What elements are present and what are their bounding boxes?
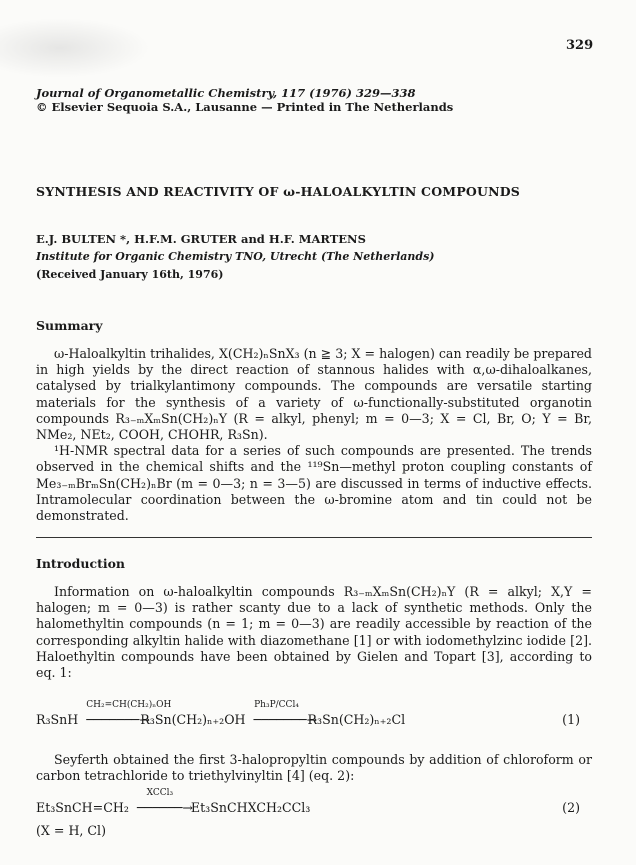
- equation-2-body: [36, 788, 311, 815]
- eq2-arrow: [136, 788, 193, 815]
- introduction-paragraph-1: [36, 584, 592, 681]
- journal-citation: Journal of Organometallic Chemistry, 117 (1976) 329—338: [36, 86, 416, 100]
- authors: E.J. BULTEN *, H.F.M. GRUTER and H.F. MARTENS: [36, 232, 366, 246]
- publisher-line: © Elsevier Sequoia S.A., Lausanne — Printed in The Netherlands: [36, 100, 454, 114]
- eq1-reactant: R₃SnH: [36, 712, 79, 727]
- affiliation: Institute for Organic Chemistry TNO, Utrecht (The Netherlands): [36, 250, 435, 263]
- introduction-heading: Introduction: [36, 556, 126, 571]
- arrow-icon: ───────→: [253, 712, 318, 727]
- eq2-reactant: Et₃SnCH=CH₂: [36, 800, 129, 815]
- summary-heading: Summary: [36, 318, 103, 333]
- arrow-icon: ───────→: [86, 712, 150, 727]
- equation-1-body: [36, 700, 406, 727]
- intro-text-2: Seyferth obtained the first 3-halopropyltin compounds by addition of chloroform or carbon tetrachloride to triethylvinyltin [4] (eq. 2):: [36, 752, 592, 784]
- eq1-intermediate: R₃Sn(CH₂)ₙ₊₂OH: [140, 712, 246, 727]
- equation-1: [36, 700, 592, 732]
- paper-title: SYNTHESIS AND REACTIVITY OF ω-HALOALKYLTIN COMPOUNDS: [36, 184, 521, 199]
- summary-paragraph-2: ¹H-NMR spectral data for a series of such compounds are presented. The trends observed in the chemical shifts and the ¹¹⁹Sn—methyl proton coupling constants of Me₃₋ₘBrₘSn(CH₂)ₙBr (m = 0—3; n = 3—5) are discussed in terms of inductive effects. Intramolecular coordination between the ω-bromine atom and tin could not be demonstrated.: [36, 443, 592, 524]
- intro-text-1: Information on ω-haloalkyltin compounds R₃₋ₘXₘSn(CH₂)ₙY (R = alkyl; X,Y = halogen; m = 0—3) is rather scanty due to a lack of synthetic methods. Only the halomethyltin compounds (n = 1; m = 0—3) are readily accessible by reaction of the corresponding alkyltin halide with diazomethane [1] or with iodomethylzinc iodide [2]. Haloethyltin compounds have been obtained by Gielen and Topart [3], according to eq. 1:: [36, 584, 592, 681]
- eq1-reagent-1: CH₂=CH(CH₂)ₙOH: [86, 700, 172, 710]
- arrow-icon: ──────→: [136, 800, 193, 815]
- summary-paragraph-1: ω-Haloalkyltin trihalides, X(CH₂)ₙSnX₃ (n ≧ 3; X = halogen) can readily be prepared in high yields by the direct reaction of stannous halides with α,ω-dihaloalkanes, catalysed by trialkylantimony compounds. The compounds are versatile starting materials for the synthesis of a variety of ω-functionally-substituted organotin compounds R₃₋ₘXₘSn(CH₂)ₙY (R = alkyl, phenyl; m = 0—3; X = Cl, Br, O; Y = Br, NMe₂, NEt₂, COOH, CHOHR, R₃Sn).: [36, 346, 592, 443]
- eq1-product: R₃Sn(CH₂)ₙ₊₂Cl: [307, 712, 406, 727]
- eq2-product: Et₃SnCHXCH₂CCl₃: [190, 800, 311, 815]
- scan-smudge: [0, 18, 150, 78]
- eq1-reagent-2: Ph₃P/CCl₄: [254, 700, 299, 710]
- eq1-arrow-1: [86, 700, 172, 727]
- eq2-reagent: XCCl₃: [146, 788, 174, 798]
- page-number: 329: [566, 38, 594, 53]
- received-date: (Received January 16th, 1976): [36, 268, 224, 281]
- summary-body: [36, 346, 592, 524]
- section-divider: [36, 537, 592, 538]
- eq1-number: (1): [562, 712, 580, 727]
- journal-header: [36, 86, 596, 114]
- eq1-arrow-2: [253, 700, 318, 727]
- equation-2: [36, 788, 592, 820]
- introduction-paragraph-2: [36, 752, 592, 784]
- eq2-note: (X = H, Cl): [36, 823, 107, 838]
- eq2-number: (2): [562, 800, 580, 815]
